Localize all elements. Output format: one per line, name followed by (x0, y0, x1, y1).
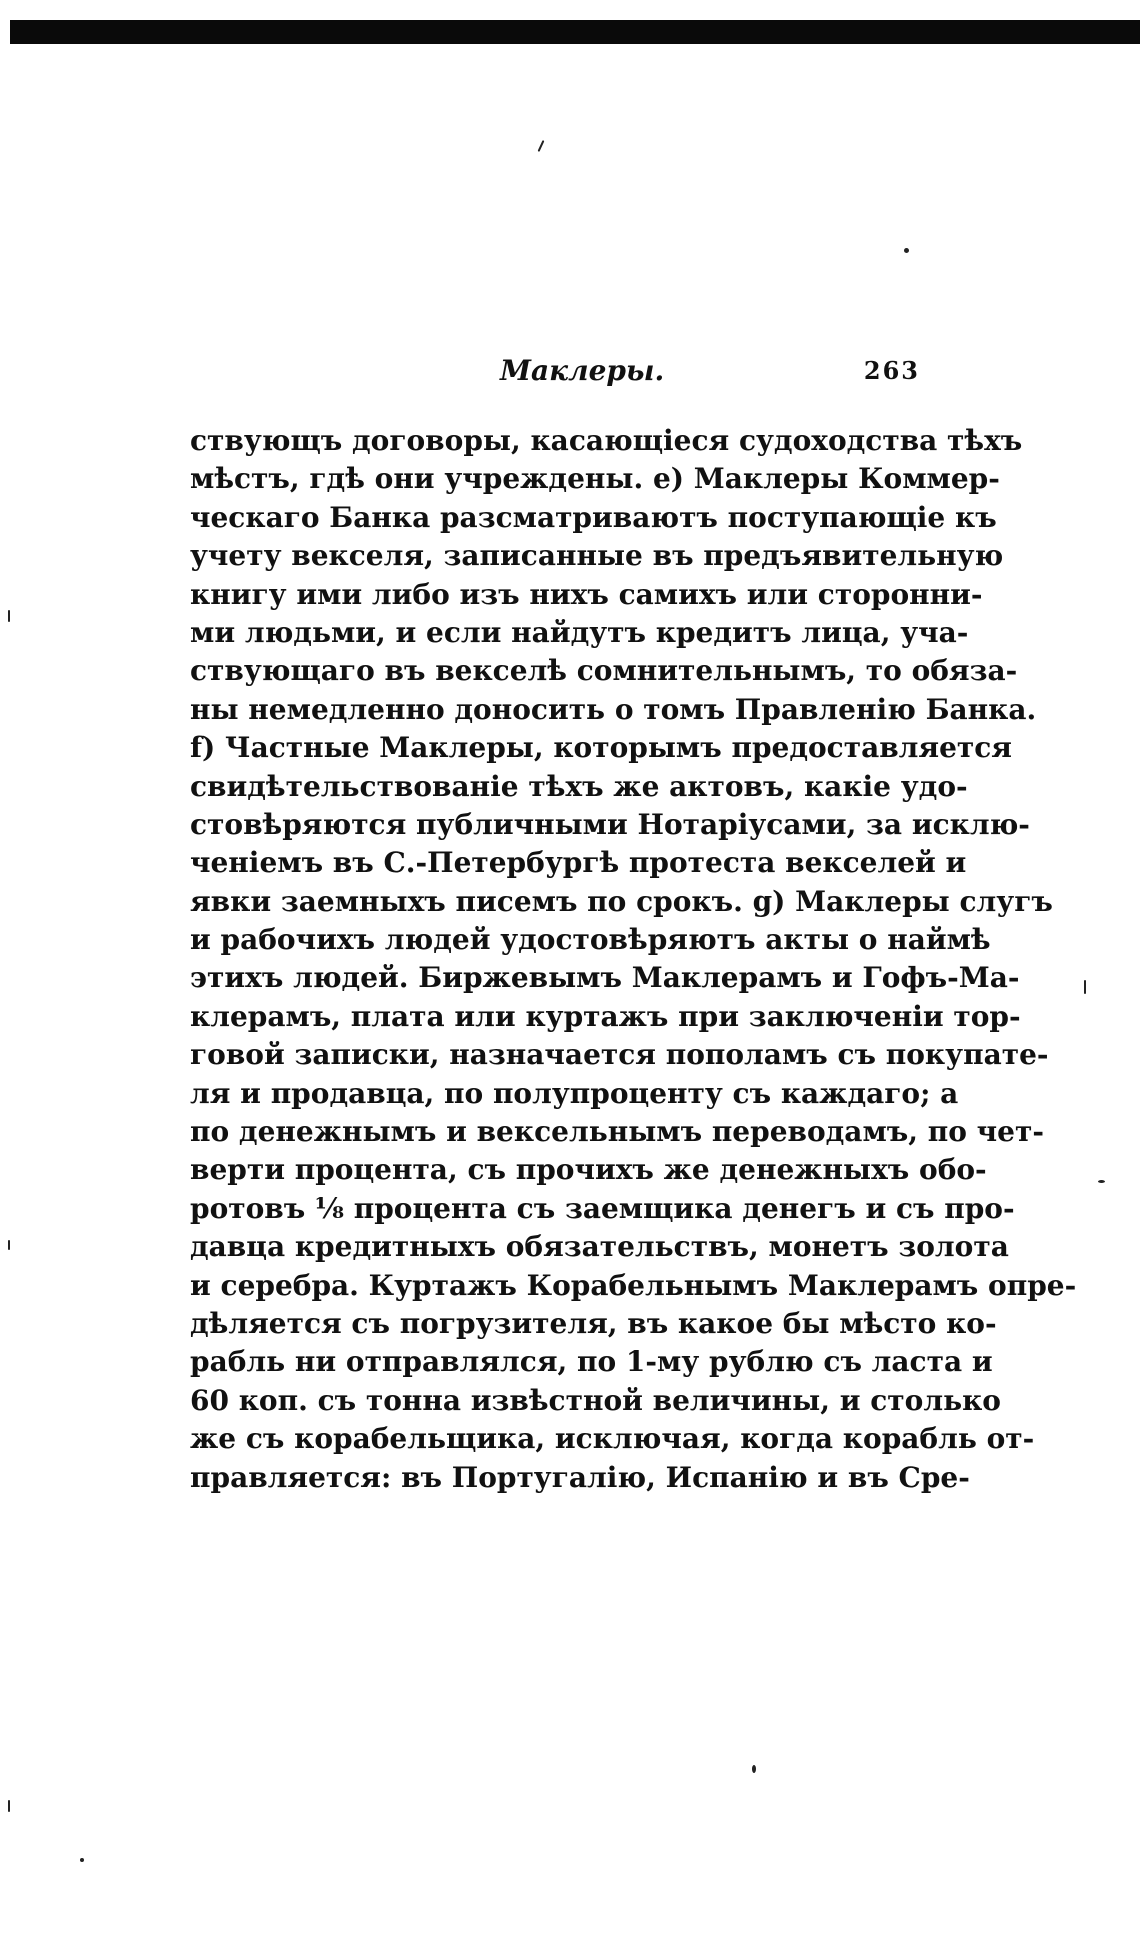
text-line: верти процента, съ прочихъ же денежныхъ обо- (190, 1153, 987, 1187)
scan-speck (8, 1240, 10, 1250)
scan-speck (80, 1858, 84, 1862)
text-line: f) Частные Маклеры, которымъ предоставляется (190, 731, 1012, 765)
text-line: ми людьми, и если найдутъ кредитъ лица, уча- (190, 615, 969, 649)
scan-speck (538, 140, 545, 152)
text-line: же съ корабельщика, исключая, когда корабль от- (190, 1422, 1035, 1456)
scan-speck (1098, 1180, 1105, 1183)
text-line: ля и продавца, по полупроценту съ каждаго; а (190, 1076, 959, 1110)
text-line: ченіемъ въ С.-Петербургѣ протеста векселей и (190, 846, 967, 880)
text-line: ствующъ договоры, касающіеся судоходства тѣхъ (190, 424, 1023, 457)
text-line: 60 коп. съ тонна извѣстной величины, и столько (190, 1383, 1001, 1417)
text-line: клерамъ, плата или куртажъ при заключеніи тор- (190, 999, 1021, 1033)
text-line: свидѣтельствованіе тѣхъ же актовъ, какіе удо- (190, 769, 968, 803)
text-line: говой записки, назначается пополамъ съ покупате- (190, 1038, 1049, 1072)
page-number: 263 (863, 356, 920, 385)
running-title: Маклеры. (500, 354, 665, 387)
text-line: этихъ людей. Биржевымъ Маклерамъ и Гофъ-Ма- (190, 961, 1020, 995)
page-header (190, 350, 920, 390)
text-line: давца кредитныхъ обязательствъ, монетъ золота (190, 1230, 1009, 1264)
text-line: рабль ни отправлялся, по 1-му рублю съ ласта и (190, 1345, 993, 1379)
text-line: книгу ими либо изъ нихъ самихъ или сторонни- (190, 577, 983, 611)
scan-speck (752, 1765, 756, 1773)
text-line: ны немедленно доносить о томъ Правленію Банка. (190, 692, 1037, 726)
body-text (190, 422, 1077, 1497)
scan-top-border (10, 20, 1140, 44)
text-line: ротовъ ⅛ процента съ заемщика денегъ и съ про- (190, 1191, 1015, 1225)
scan-speck (8, 1800, 10, 1812)
text-line: и серебра. Куртажъ Корабельнымъ Маклерамъ опре- (190, 1268, 1077, 1302)
text-line: ствующаго въ векселѣ сомнительнымъ, то обяза- (190, 654, 1018, 688)
text-line: явки заемныхъ писемъ по срокъ. g) Маклеры слугъ (190, 884, 1053, 918)
text-line: учету векселя, записанные въ предъявительную (190, 539, 1004, 573)
scan-speck (8, 610, 10, 622)
text-line: и рабочихъ людей удостовѣряютъ акты о наймѣ (190, 923, 991, 957)
text-line: мѣстъ, гдѣ они учреждены. e) Маклеры Коммер- (190, 462, 1000, 496)
text-line: дѣляется съ погрузителя, въ какое бы мѣсто ко- (190, 1306, 997, 1340)
text-line: по денежнымъ и вексельнымъ переводамъ, по чет- (190, 1115, 1044, 1149)
scan-speck (1084, 980, 1086, 994)
text-line: ческаго Банка разсматриваютъ поступающіе къ (190, 500, 997, 534)
scan-speck (904, 248, 909, 253)
text-line: правляется: въ Португалію, Испанію и въ Сре- (190, 1460, 970, 1494)
text-line: стовѣряются публичными Нотаріусами, за исклю- (190, 807, 1030, 841)
